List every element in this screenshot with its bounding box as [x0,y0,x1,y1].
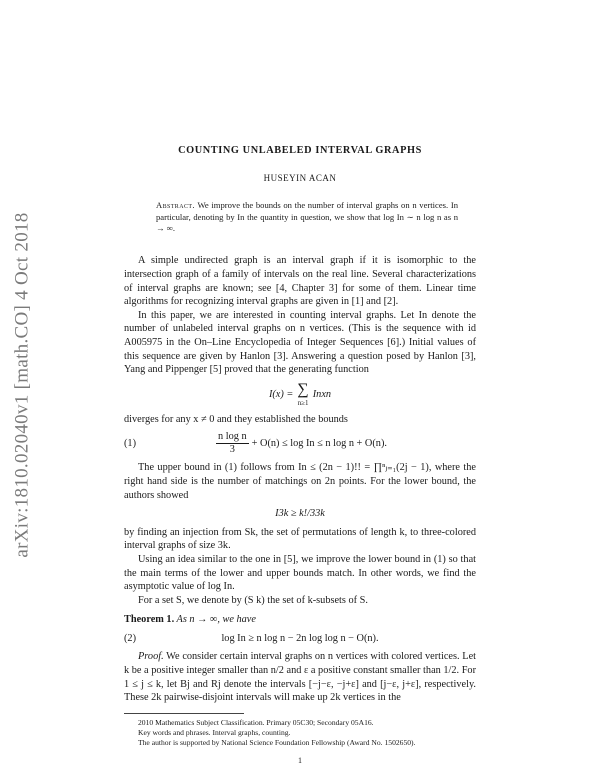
proof [124,650,476,704]
paper-body [124,144,476,767]
equation-1 [124,431,476,456]
paragraph-7: For a set S, we denote by (S k) the set of k-subsets of S. [138,594,368,606]
arxiv-id: arXiv:1810.02040v1 [math.CO] 4 Oct 2018 [12,212,33,558]
footnote-divider [124,713,244,714]
footnote-msc: 2010 Mathematics Subject Classification. Primary 05C30; Secondary 05A16. [138,717,374,727]
equation-generating-function [124,382,476,408]
equation-1-rest: + O(n) ≤ log In ≤ n log n + O(n). [251,438,387,450]
footnote-funding: The author is supported by National Science Foundation Fellowship (Award No. 1502650). [138,737,416,747]
equation-1-fraction: $\frac{\text{n log n}}{3}$ [218,431,247,456]
footnote-keywords: Key words and phrases. Interval graphs, counting. [138,727,291,737]
abstract-label: Abstract. [156,200,195,211]
proof-text: We consider certain interval graphs on n vertices with colored vertices. Let k be a positive integer smaller than n/2 and ε a positive constant smaller than 1/2. For 1 ≤ j ≤ k, let Bj and Rj denote the intervals [−j−ε, −j+ε] and [j−ε, j+ε], respectively. These 2k pairwise-disjoint intervals will make up 2k vertices in the [124,651,476,704]
eq-gen-rhs: Inxn [312,388,332,400]
paragraph-5: by finding an injection from Sk, the set of permutations of length k, to three-colored interval graphs of size 3k. [124,526,476,552]
eq-gen-lhs: I(x) = [268,388,294,400]
abstract [156,200,458,234]
paragraph-2: In this paper, we are interested in counting interval graphs. Let In denote the number of unlabeled interval graphs on n vertices. (This is the sequence with id A005975 in the On–Line Encyclopedia of Integer Sequences [6].) Initial values of this sequence are given by Hanlon [3]. Answering a question posed by Hanlon [3], Yang and Pippenger [5] proved that the generating function [124,309,476,376]
arxiv-sidebar-stamp [10,180,36,590]
theorem-text: As n → ∞, we have [174,614,256,626]
paragraph-4: The upper bound in (1) follows from In ≤ (2n − 1)!! = ∏ⁿⱼ₌₁(2j − 1), where the right hand side is the number of matchings on 2n points. For the lower bound, the authors showed [124,462,476,501]
page-number: 1 [298,755,302,765]
theorem-label: Theorem 1. [124,614,175,626]
paper-author: HUSEYIN ACAN [263,172,337,183]
equation-2 [124,632,476,646]
paragraph-1: A simple undirected graph is an interval graph if it is isomorphic to the intersection graph of a family of intervals on the real line. Several characterizations of interval graphs are known; see [4, Chapter 3] for some of them. Linear time algorithms for recognizing interval graphs are given in [1] and [2]. [124,255,476,308]
equation-lower-bound [124,507,476,521]
abstract-text: We improve the bounds on the number of interval graphs on n vertices. In particular, denoting by In the quantity in question, we show that log In ∼ n log n as n → ∞. [156,200,458,233]
paragraph-3: diverges for any x ≠ 0 and they established the bounds [124,413,348,425]
equation-2-number: (2) [124,632,137,644]
equation-1-number: (1) [124,438,137,450]
theorem-1 [124,613,476,627]
sum-symbol: ∑ n≥1 [297,380,309,407]
equation-2-text: log In ≥ n log n − 2n log log n − O(n). [221,632,379,644]
equation-lower-bound-text: I3k ≥ k!/33k [275,508,325,520]
paper-title: COUNTING UNLABELED INTERVAL GRAPHS [178,145,422,156]
paragraph-6: Using an idea similar to the one in [5], we improve the lower bound in (1) so that the main terms of the lower and upper bounds match. In other words, we find the asymptotic value of log In. [124,553,476,593]
proof-label: Proof. [138,651,164,663]
